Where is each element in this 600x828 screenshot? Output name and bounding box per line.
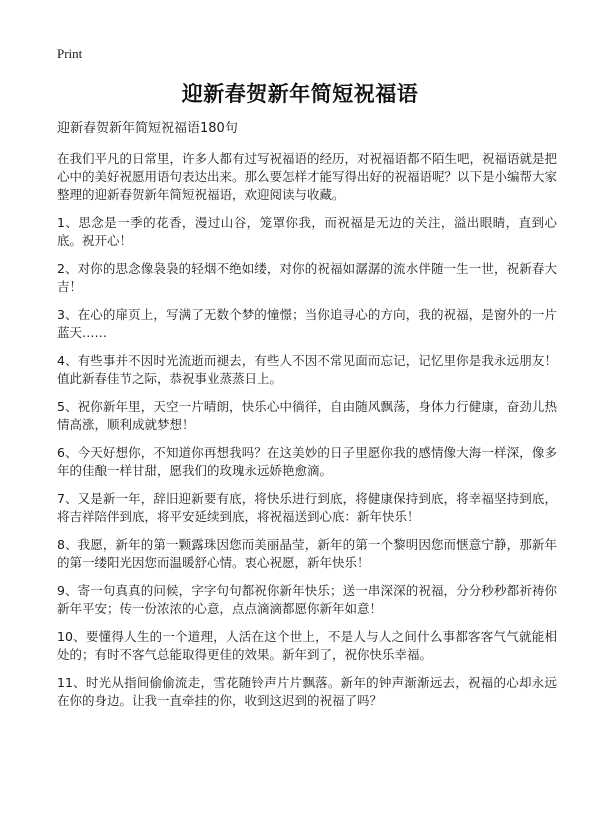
blessing-item: 8、我愿，新年的第一颗露珠因您而美丽晶莹，新年的第一个黎明因您而惬意宁静，那新年的第一缕阳光因您而温暖舒心情。衷心祝愿，新年快乐！ (57, 537, 557, 570)
blessing-item: 10、要懂得人生的一个道理，人活在这个世上，不是人与人之间什么事都客客气气就能相处的；有时不客气总能取得更佳的效果。新年到了，祝你快乐幸福。 (57, 629, 557, 662)
blessing-item: 1、思念是一季的花香，漫过山谷，笼罩你我，而祝福是无边的关注，溢出眼睛，直到心底。祝开心！ (57, 215, 557, 248)
blessing-item: 4、有些事并不因时光流逝而褪去，有些人不因不常见面而忘记，记忆里你是我永远朋友！值此新春佳节之际，恭祝事业蒸蒸日上。 (57, 353, 557, 386)
article-subtitle: 迎新春贺新年简短祝福语180句 (57, 121, 238, 136)
intro-paragraph: 在我们平凡的日常里，许多人都有过写祝福语的经历，对祝福语都不陌生吧，祝福语就是把心中的美好祝愿用语句表达出来。那么要怎样才能写得出好的祝福语呢？以下是小编帮大家整理的迎新春贺新年简短祝福语，欢迎阅读与收藏。 (57, 151, 558, 202)
blessing-item: 5、祝你新年里，天空一片晴朗，快乐心中徜徉，自由随风飘荡，身体力行健康，奋劲儿热情高涨，顺利成就梦想！ (57, 399, 557, 432)
page-title: 迎新春贺新年简短祝福语 (181, 82, 419, 106)
blessing-item: 3、在心的扉页上，写满了无数个梦的憧憬；当你追寻心的方向，我的祝福，是窗外的一片蓝天…… (57, 307, 557, 340)
article-body (57, 150, 557, 720)
blessing-item: 6、今天好想你，不知道你再想我吗？在这美妙的日子里愿你我的感情像大海一样深，像多年的佳酿一样甘甜，愿我们的玫瑰永远娇艳愈滴。 (57, 445, 557, 478)
blessing-item: 7、又是新一年，辞旧迎新要有底，将快乐进行到底，将健康保持到底，将幸福坚持到底，将吉祥陪伴到底，将平安延续到底，将祝福送到心底：新年快乐！ (57, 491, 557, 524)
blessing-item: 2、对你的思念像袅袅的轻烟不绝如缕，对你的祝福如潺潺的流水伴随一生一世，祝新春大吉！ (57, 261, 557, 294)
blessing-item: 9、寄一句真真的问候，字字句句都祝你新年快乐；送一串深深的祝福，分分秒秒都祈祷你新年平安；传一份浓浓的心意，点点滴滴都愿你新年如意！ (57, 583, 557, 616)
blessing-item: 11、时光从指间偷偷流走，雪花随铃声片片飘落。新年的钟声渐渐远去，祝福的心却永远在你的身边。让我一直牵挂的你，收到这迟到的祝福了吗？ (57, 675, 557, 708)
print-link[interactable]: Print (57, 46, 83, 61)
